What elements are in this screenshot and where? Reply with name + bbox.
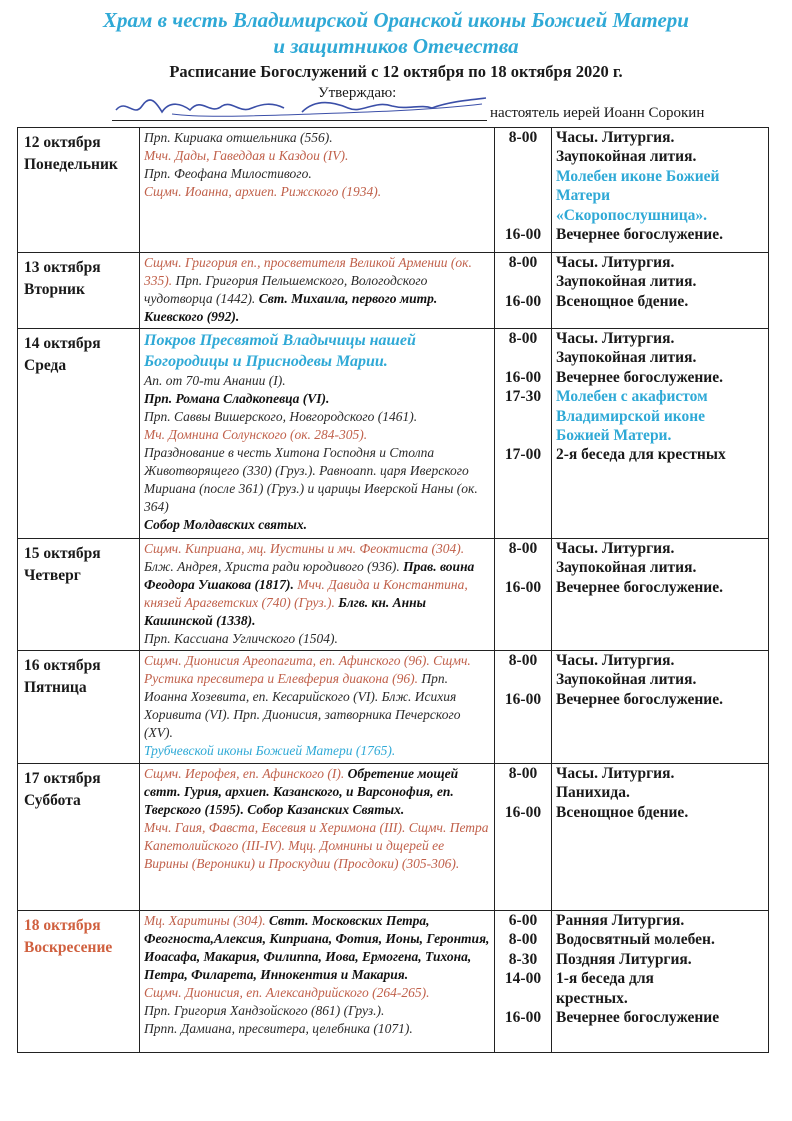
saint-commemoration: Прпп. Дамиана, пресвитера, целебника (1071). bbox=[144, 1021, 413, 1036]
saint-commemoration: Собор Молдавских святых. bbox=[144, 517, 307, 532]
times-cell bbox=[495, 764, 552, 911]
schedule-row bbox=[18, 911, 769, 1053]
schedule-row bbox=[18, 539, 769, 651]
services-cell bbox=[552, 329, 769, 539]
service-time bbox=[497, 407, 549, 426]
saint-commemoration: Обретение мощей свтт. Гурия, архиеп. Казанского, и Варсонофия, еп. Тверского (1595). Собор Казанских Святых. bbox=[144, 766, 459, 817]
schedule-row bbox=[18, 253, 769, 329]
service-name: Поздняя Литургия. bbox=[556, 950, 692, 968]
saint-commemoration: Прп. Иоанна Хозевита, еп. Кесарийского (VI). Блж. Исихия Хоривита (VI). Прп. Дионисия, затворника Печерского (XV). bbox=[144, 671, 461, 740]
times-cell bbox=[495, 128, 552, 253]
day-date: 12 октября bbox=[24, 134, 101, 151]
service-name: Вечернее богослужение bbox=[556, 1009, 720, 1027]
day-weekday: Воскресение bbox=[24, 939, 113, 956]
saint-commemoration: Прп. Саввы Вишерского, Новгородского (1461). bbox=[144, 409, 418, 424]
saints-cell bbox=[140, 128, 495, 253]
service-name: Божией Матери. bbox=[556, 427, 672, 445]
service-time: 16-00 bbox=[504, 578, 542, 596]
service-time: 17-00 bbox=[504, 446, 542, 464]
service-name: Панихида. bbox=[556, 784, 630, 802]
saint-commemoration: Трубчевской иконы Божией Матери (1765). bbox=[144, 743, 396, 758]
saints-cell bbox=[140, 329, 495, 539]
service-time: 16-00 bbox=[504, 1009, 542, 1027]
service-name: Водосвятный молебен. bbox=[556, 931, 715, 949]
schedule-table bbox=[17, 127, 769, 1053]
service-time: 16-00 bbox=[504, 803, 542, 821]
service-time bbox=[497, 670, 549, 689]
saint-commemoration: Свтт. Московских Петра, Феогноста,Алексия, Киприана, Фотия, Ионы, Геронтия, Иоасафа, Макария, Филиппа, Иова, Ермогена, Тихона, Петра, Филарета, Иннокентия и Макария. bbox=[144, 913, 490, 982]
saint-commemoration: Прав. воина Феодора Ушакова (1817). bbox=[144, 559, 475, 592]
service-name: Заупокойная лития. bbox=[556, 559, 697, 577]
day-weekday: Вторник bbox=[24, 281, 85, 298]
service-name: Всенощное бдение. bbox=[556, 803, 689, 821]
approved-label: Утверждаю: bbox=[318, 85, 397, 101]
day-date: 17 октября bbox=[24, 770, 101, 787]
service-name: Всенощное бдение. bbox=[556, 292, 689, 310]
service-time: 8-00 bbox=[508, 652, 538, 669]
service-time bbox=[497, 167, 549, 186]
saints-cell bbox=[140, 651, 495, 764]
services-cell bbox=[552, 764, 769, 911]
service-time: 8-30 bbox=[508, 950, 538, 968]
saint-commemoration: Блгв. кн. Анны Кашинской (1338). bbox=[144, 595, 426, 628]
service-time: 8-00 bbox=[508, 765, 538, 782]
saint-commemoration: Мчч. Дады, Гаведдая и Каздои (IV). bbox=[144, 148, 349, 163]
schedule-row bbox=[18, 128, 769, 253]
signature-line bbox=[112, 120, 487, 121]
service-name: Вечернее богослужение. bbox=[556, 226, 723, 244]
saints-cell bbox=[140, 253, 495, 329]
saints-cell bbox=[140, 764, 495, 911]
saint-commemoration: Прп. Григория Пельшемского, Вологодского чудотворца (1442). bbox=[144, 273, 428, 306]
service-name: Часы. Литургия. bbox=[556, 330, 675, 347]
services-cell bbox=[552, 911, 769, 1053]
saint-commemoration: Сщмч. Дионисия, еп. Александрийского (264-265). bbox=[144, 985, 430, 1000]
service-name: Часы. Литургия. bbox=[556, 540, 675, 557]
service-time: 17-30 bbox=[504, 388, 542, 406]
service-time: 8-00 bbox=[508, 931, 538, 949]
services-cell bbox=[552, 539, 769, 651]
saint-commemoration: Сщмч. Иоанна, архиеп. Рижского (1934). bbox=[144, 184, 382, 199]
day-date: 15 октября bbox=[24, 545, 101, 562]
service-name: Молебен иконе Божией bbox=[556, 167, 720, 185]
saint-commemoration: Прп. Феофана Милостивого. bbox=[144, 166, 312, 181]
service-time: 14-00 bbox=[504, 970, 542, 988]
service-name: Часы. Литургия. bbox=[556, 765, 675, 782]
day-cell bbox=[18, 911, 140, 1053]
schedule-row bbox=[18, 764, 769, 911]
saint-commemoration: Мц. Харитины (304). bbox=[144, 913, 269, 928]
service-time bbox=[497, 147, 549, 166]
service-name: Ранняя Литургия. bbox=[556, 912, 685, 929]
day-cell bbox=[18, 764, 140, 911]
service-time: 8-00 bbox=[508, 330, 538, 347]
service-name: Вечернее богослужение. bbox=[556, 368, 723, 386]
services-cell bbox=[552, 128, 769, 253]
service-time: 16-00 bbox=[504, 690, 542, 708]
saint-commemoration: Покров Пресвятой Владычицы нашей Богородицы и Приснодевы Марии. bbox=[144, 332, 416, 370]
day-date: 18 октября bbox=[24, 917, 101, 934]
service-name: Заупокойная лития. bbox=[556, 671, 697, 689]
services-cell bbox=[552, 651, 769, 764]
day-date: 14 октября bbox=[24, 335, 101, 352]
saint-commemoration: Прп. Кассиана Угличского (1504). bbox=[144, 631, 338, 646]
day-cell bbox=[18, 539, 140, 651]
saints-cell bbox=[140, 539, 495, 651]
service-time: 16-00 bbox=[504, 292, 542, 310]
service-time bbox=[497, 348, 549, 367]
service-time bbox=[497, 206, 549, 225]
day-cell bbox=[18, 253, 140, 329]
service-name: Часы. Литургия. bbox=[556, 129, 675, 146]
day-cell bbox=[18, 651, 140, 764]
day-weekday: Суббота bbox=[24, 792, 81, 809]
saint-commemoration: Сщмч. Григория еп., просветителя Великой Армении (ок. 335). bbox=[144, 255, 472, 288]
saint-commemoration: Прп. Романа Сладкопевца (VI). bbox=[144, 391, 330, 406]
saint-commemoration: Мчч. Давида и Константина, князей Арагветских (740) (Груз.). bbox=[144, 577, 468, 610]
saint-commemoration: Прп. Григория Хандзойского (861) (Груз.). bbox=[144, 1003, 385, 1018]
service-time bbox=[497, 426, 549, 445]
times-cell bbox=[495, 651, 552, 764]
service-name: Часы. Литургия. bbox=[556, 652, 675, 669]
times-cell bbox=[495, 539, 552, 651]
service-time: 16-00 bbox=[504, 368, 542, 386]
times-cell bbox=[495, 329, 552, 539]
service-time: 8-00 bbox=[508, 129, 538, 146]
schedule-row bbox=[18, 329, 769, 539]
saint-commemoration: Ап. от 70-ти Анании (I). bbox=[144, 373, 286, 388]
service-time bbox=[497, 558, 549, 577]
saint-commemoration: Сщмч. Иерофея, еп. Афинского (I). bbox=[144, 766, 348, 781]
times-cell bbox=[495, 253, 552, 329]
day-cell bbox=[18, 329, 140, 539]
service-name: 2-я беседа для крестных bbox=[556, 446, 726, 464]
title-line-1: Храм в честь Владимирской Оранской иконы Божией Матери bbox=[103, 8, 689, 32]
schedule-row bbox=[18, 651, 769, 764]
saint-commemoration: Свт. Михаила, первого митр. Киевского (992). bbox=[144, 291, 438, 324]
saint-commemoration: Блж. Андрея, Христа ради юродивого (936). bbox=[144, 559, 404, 574]
day-weekday: Четверг bbox=[24, 567, 81, 584]
day-date: 13 октября bbox=[24, 259, 101, 276]
service-time bbox=[497, 186, 549, 205]
service-time: 16-00 bbox=[504, 226, 542, 244]
saint-commemoration: Мчч. Гаия, Фавста, Евсевия и Херимона (III). Сщмч. Петра Капетолийского (III-IV). Мцц. Домнины и дщерей ее Вирины (Вероники) и Проскудии (Просдоки) (305-306). bbox=[144, 820, 489, 871]
day-weekday: Среда bbox=[24, 357, 67, 374]
service-name: 1-я беседа для bbox=[556, 970, 654, 988]
service-name: Владимирской иконе bbox=[556, 407, 706, 425]
services-cell bbox=[552, 253, 769, 329]
service-time: 8-00 bbox=[508, 254, 538, 271]
day-weekday: Пятница bbox=[24, 679, 87, 696]
title-line-2: и защитников Отечества bbox=[273, 34, 519, 58]
day-cell bbox=[18, 128, 140, 253]
rector-name: настоятель иерей Иоанн Сорокин bbox=[490, 105, 705, 121]
saint-commemoration: Мч. Домнина Солунского (ок. 284-305). bbox=[144, 427, 368, 442]
times-cell bbox=[495, 911, 552, 1053]
service-name: «Скоропослушница». bbox=[556, 206, 708, 224]
service-name: Заупокойная лития. bbox=[556, 148, 697, 166]
saint-commemoration: Сщмч. Дионисия Ареопагита, еп. Афинского (96). Сщмч. Рустика пресвитера и Елевферия диакона (96). bbox=[144, 653, 471, 686]
service-name: Молебен с акафистом bbox=[556, 388, 708, 406]
service-time bbox=[497, 989, 549, 1008]
service-name: Заупокойная лития. bbox=[556, 349, 697, 367]
saint-commemoration: Празднование в честь Хитона Господня и Столпа Животворящего (330) (Груз.). Равноапп. царя Иверского Мириана (после 361) (Груз.) и царицы Иверской Наны (ок. 364) bbox=[144, 445, 478, 514]
day-date: 16 октября bbox=[24, 657, 101, 674]
saints-cell bbox=[140, 911, 495, 1053]
service-name: Заупокойная лития. bbox=[556, 273, 697, 291]
service-name: крестных. bbox=[556, 989, 628, 1007]
saint-commemoration: Прп. Кириака отшельника (556). bbox=[144, 130, 333, 145]
subtitle: Расписание Богослужений с 12 октября по 18 октября 2020 г. bbox=[169, 62, 623, 81]
service-time bbox=[497, 272, 549, 291]
service-name: Матери bbox=[556, 187, 611, 205]
service-name: Часы. Литургия. bbox=[556, 254, 675, 271]
service-time bbox=[497, 783, 549, 802]
service-time: 6-00 bbox=[508, 912, 538, 929]
service-time: 8-00 bbox=[508, 540, 538, 557]
saint-commemoration: Сщмч. Киприана, мц. Иустины и мч. Феоктиста (304). bbox=[144, 541, 465, 556]
day-weekday: Понедельник bbox=[24, 156, 118, 173]
service-name: Вечернее богослужение. bbox=[556, 690, 723, 708]
service-name: Вечернее богослужение. bbox=[556, 578, 723, 596]
